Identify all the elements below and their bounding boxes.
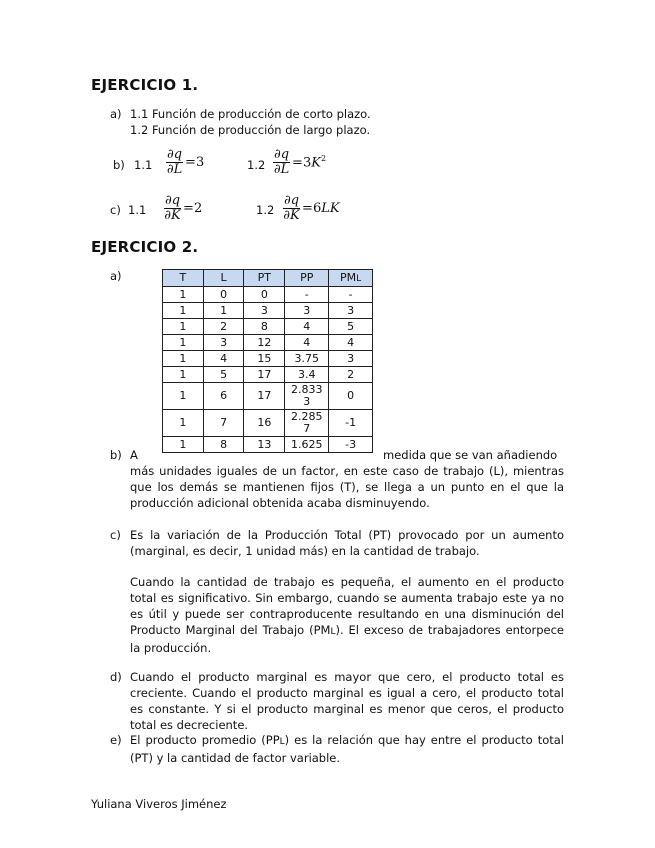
item-2c-paragraph-2 — [130, 574, 564, 656]
equation-1c-2 — [281, 194, 340, 223]
cell-pml: -1 — [329, 410, 373, 437]
cell-t: 1 — [163, 383, 204, 410]
header-pml-subscript: L — [356, 273, 362, 284]
item-2e-subscript: L — [279, 737, 285, 747]
cell-t: 1 — [163, 351, 204, 367]
table-row — [163, 303, 373, 319]
fraction-denominator: ∂L — [166, 162, 183, 177]
equation-1c-1 — [162, 194, 202, 223]
item-2c-paragraph-1: Es la variación de la Producción Total (PT) provocado por un aumento (marginal, es decir, 1 unidad más) en la cantidad de trabajo. — [130, 528, 564, 558]
item-1c-number-1: 1.1 — [128, 203, 147, 217]
item-2d-text: Cuando el producto marginal es mayor que cero, el producto total es creciente. Cuando el producto marginal es igual a cero, el producto total es constante. Y si el producto marginal es menor que ceros, el producto total es decreciente. — [130, 670, 564, 732]
cell-pml: 3 — [329, 303, 373, 319]
table-row — [163, 410, 373, 437]
cell-pt: 0 — [244, 287, 285, 303]
cell-pml: 5 — [329, 319, 373, 335]
cell-l: 6 — [203, 383, 244, 410]
item-label-1b: b) — [113, 158, 125, 172]
item-1b-number-2: 1.2 — [247, 158, 266, 172]
cell-pt: 17 — [244, 367, 285, 383]
cell-pp: - — [285, 287, 329, 303]
item-1a-line-1: 1.1 Función de producción de corto plazo. — [130, 107, 371, 121]
cell-pt: 13 — [244, 437, 285, 453]
header-t: T — [163, 270, 204, 287]
cell-pml: - — [329, 287, 373, 303]
cell-pp: 3.4 — [285, 367, 329, 383]
cell-pt: 15 — [244, 351, 285, 367]
cell-t: 1 — [163, 319, 204, 335]
item-2e-text-a: El producto promedio (PP — [130, 733, 280, 747]
cell-l: 2 — [203, 319, 244, 335]
fraction-numerator: ∂q — [167, 147, 183, 162]
equation-rhs — [292, 154, 326, 170]
cell-t: 1 — [163, 287, 204, 303]
equation-1b-2 — [271, 148, 326, 177]
item-label-2b: b) — [110, 448, 122, 462]
table-row — [163, 351, 373, 367]
cell-pml: 2 — [329, 367, 373, 383]
fraction-numerator: ∂q — [165, 193, 181, 208]
cell-l: 3 — [203, 335, 244, 351]
equation-rhs-coefficient: =6 — [302, 201, 322, 216]
cell-pml: 4 — [329, 335, 373, 351]
item-label-2a: a) — [110, 269, 122, 283]
equation-rhs-exponent: 2 — [320, 154, 327, 164]
item-1a-line-2: 1.2 Función de producción de largo plazo. — [130, 123, 371, 137]
item-2c-paragraph-2-subscript: L — [330, 627, 336, 637]
table-row — [163, 383, 373, 410]
fraction-denominator: ∂L — [273, 162, 290, 177]
header-l: L — [203, 270, 244, 287]
item-label-1c: c) — [110, 203, 121, 217]
fraction — [166, 148, 183, 177]
cell-t: 1 — [163, 410, 204, 437]
cell-t: 1 — [163, 335, 204, 351]
cell-l: 5 — [203, 367, 244, 383]
fraction-denominator: ∂K — [164, 208, 181, 223]
fraction-numerator: ∂q — [284, 193, 300, 208]
cell-l: 1 — [203, 303, 244, 319]
table-row — [163, 335, 373, 351]
cell-l: 0 — [203, 287, 244, 303]
item-1b-number-1: 1.1 — [134, 158, 153, 172]
cell-pml: 0 — [329, 383, 373, 410]
cell-pp: 2.285 7 — [285, 410, 329, 437]
cell-pp: 4 — [285, 335, 329, 351]
equation-1b-1 — [164, 148, 204, 177]
cell-pp: 2.833 3 — [285, 383, 329, 410]
table-row — [163, 367, 373, 383]
cell-pp: 4 — [285, 319, 329, 335]
fraction — [273, 148, 290, 177]
table-row — [163, 437, 373, 453]
cell-pp: 3.75 — [285, 351, 329, 367]
production-table — [162, 269, 373, 453]
header-pml-main: PM — [340, 270, 357, 284]
cell-l: 7 — [203, 410, 244, 437]
cell-pt: 3 — [244, 303, 285, 319]
cell-pt: 16 — [244, 410, 285, 437]
equation-rhs-variable: LK — [321, 201, 340, 216]
cell-pt: 8 — [244, 319, 285, 335]
fraction — [283, 194, 300, 223]
cell-pp: 1.625 — [285, 437, 329, 453]
item-2b-text: más unidades iguales de un factor, en este caso de trabajo (L), mientras que los demás se mantienen fijos (T), se llega a un punto en el que la producción adicional obtenida acaba disminuyendo. — [130, 464, 564, 510]
item-label-2c: c) — [110, 528, 121, 542]
item-2b-lead: A — [130, 448, 138, 462]
cell-pml: 3 — [329, 351, 373, 367]
item-2b-first-line-tail: medida que se van añadiendo — [383, 448, 558, 462]
fraction-numerator: ∂q — [274, 147, 290, 162]
equation-rhs-variable: K — [311, 155, 321, 171]
header-pp: PP — [285, 270, 329, 287]
table-row — [163, 319, 373, 335]
ejercicio-1-title: EJERCICIO 1. — [91, 76, 199, 94]
item-2c-paragraph-2-text-a: Cuando la cantidad de trabajo es pequeña, el aumento en el producto total es significativo. Sin embargo, cuando se aumenta trabajo este ya no es útil y puede ser contraproducente resultando en una disminución del Producto Marginal del Trabajo (PM — [130, 575, 564, 637]
equation-rhs: =2 — [183, 201, 203, 216]
table-header-row — [163, 270, 373, 287]
cell-pp: 3 — [285, 303, 329, 319]
fraction-denominator: ∂K — [283, 208, 300, 223]
item-label-2e: e) — [110, 733, 122, 747]
equation-rhs-coefficient: =3 — [292, 155, 312, 171]
cell-pt: 12 — [244, 335, 285, 351]
table-row — [163, 287, 373, 303]
cell-t: 1 — [163, 303, 204, 319]
cell-t: 1 — [163, 367, 204, 383]
header-pml — [329, 270, 373, 287]
item-label-1a: a) — [110, 107, 122, 121]
item-label-2d: d) — [110, 670, 122, 684]
footer-author: Yuliana Viveros Jiménez — [91, 797, 227, 811]
ejercicio-2-title: EJERCICIO 2. — [91, 238, 199, 256]
item-2c-paragraph-2-text-b: ). El exceso de trabajadores entorpece la producción. — [130, 623, 564, 655]
item-1c-number-2: 1.2 — [256, 203, 275, 217]
cell-t: 1 — [163, 437, 204, 453]
item-2e-text — [130, 732, 564, 766]
cell-pml: -3 — [329, 437, 373, 453]
header-pt: PT — [244, 270, 285, 287]
item-2e-text-b: ) es la relación que hay entre el producto total (PT) y la cantidad de factor variable. — [130, 733, 564, 765]
equation-rhs: =3 — [185, 155, 205, 170]
fraction — [164, 194, 181, 223]
cell-l: 8 — [203, 437, 244, 453]
cell-l: 4 — [203, 351, 244, 367]
cell-pt: 17 — [244, 383, 285, 410]
equation-rhs — [302, 201, 340, 216]
